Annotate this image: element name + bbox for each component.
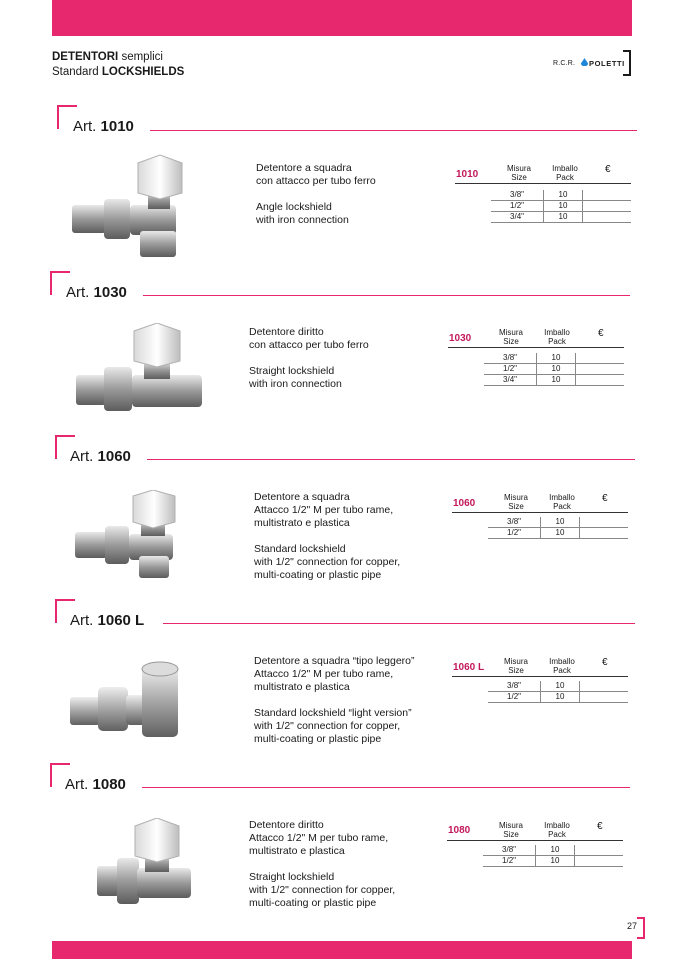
title-en-pre: Standard [52, 66, 102, 78]
table-header-rule [447, 840, 623, 841]
art-title: Art. 1010 [73, 118, 134, 135]
angle-lockshield-image [68, 153, 198, 263]
table-row: 1/2" 10 [491, 201, 631, 212]
col-price: € [597, 821, 603, 832]
brand-rcr: R.C.R. [553, 60, 576, 67]
table-row: 1/2" 10 [483, 856, 623, 867]
col-imballo-pack: Imballo Pack [549, 657, 575, 675]
table-code: 1010 [456, 169, 479, 180]
art-rule [143, 295, 630, 296]
section-art-1060 [0, 435, 678, 595]
table-row: 3/8" 10 [488, 517, 628, 528]
table-row: 3/4" 10 [484, 375, 624, 386]
straight-lockshield-copper-image [95, 818, 195, 918]
art-title: Art. 1030 [66, 284, 127, 301]
brand-name: POLETTI [589, 59, 625, 68]
col-imballo-pack: Imballo Pack [549, 493, 575, 511]
col-misura-size: Misura Size [506, 164, 531, 182]
table-header-rule [455, 183, 631, 184]
table-code: 1080 [448, 825, 471, 836]
table-row: 3/8" 10 [491, 190, 631, 201]
page-number: 27 [627, 921, 638, 931]
table-header-rule [452, 512, 628, 513]
product-description: Detentore a squadra con attacco per tubo ferro Angle lockshield with iron connection [256, 162, 376, 226]
art-rule [163, 623, 635, 624]
table-row: 3/8" 10 [488, 681, 628, 692]
table-code: 1060 [453, 498, 476, 509]
col-misura-size: Misura Size [503, 493, 528, 511]
section-art-1080 [0, 763, 678, 923]
col-price: € [602, 657, 608, 668]
brand-bracket-icon [623, 50, 631, 76]
col-misura-size: Misura Size [503, 657, 528, 675]
light-lockshield-image [70, 661, 185, 746]
product-description: Detentore diritto Attacco 1/2" M per tubo rame, multistrato e plastica Straight lockshield with 1/2" connection for copper, multi-coating or plastic pipe [249, 819, 396, 909]
table-code: 1030 [449, 333, 472, 344]
brand-logo [553, 50, 633, 76]
product-description: Detentore a squadra Attacco 1/2" M per tubo rame, multistrato e plastica Standard lockshield with 1/2" connection for copper, multi-coating or plastic pipe [254, 491, 401, 581]
col-price: € [598, 328, 604, 339]
angle-lockshield-copper-image [73, 490, 193, 580]
table-row: 1/2" 10 [484, 364, 624, 375]
art-rule [142, 787, 630, 788]
col-price: € [602, 493, 608, 504]
art-rule [150, 130, 637, 131]
table-row: 1/2" 10 [488, 528, 628, 539]
col-imballo-pack: Imballo Pack [544, 328, 570, 346]
table-row: 3/4" 10 [491, 212, 631, 223]
art-title: Art. 1060 [70, 448, 131, 465]
product-description: Detentore a squadra “tipo leggero” Attacco 1/2" M per tubo rame, multistrato e plastica Standard lockshield “light version” with 1/2" connection for copper, multi-coating or plastic pipe [254, 655, 415, 745]
section-art-1060l [0, 599, 678, 759]
water-drop-icon [581, 58, 588, 66]
product-description: Detentore diritto con attacco per tubo ferro Straight lockshield with iron connection [249, 326, 369, 390]
col-misura-size: Misura Size [498, 328, 523, 346]
col-misura-size: Misura Size [498, 821, 523, 839]
table-code: 1060 L [453, 662, 485, 673]
section-art-1010 [0, 105, 678, 265]
col-imballo-pack: Imballo Pack [544, 821, 570, 839]
page-title [52, 50, 184, 80]
top-accent-bar [52, 0, 632, 36]
col-price: € [605, 164, 611, 175]
table-row: 3/8" 10 [483, 845, 623, 856]
title-en-bold: LOCKSHIELDS [101, 66, 185, 78]
title-it-bold: DETENTORI [52, 51, 119, 63]
art-title: Art. 1080 [65, 776, 126, 793]
bottom-accent-bar [52, 941, 632, 959]
table-header-rule [448, 347, 624, 348]
table-row: 3/8" 10 [484, 353, 624, 364]
table-row: 1/2" 10 [488, 692, 628, 703]
col-imballo-pack: Imballo Pack [552, 164, 578, 182]
art-rule [147, 459, 635, 460]
section-art-1030 [0, 271, 678, 431]
page-number-bracket [637, 917, 645, 939]
table-header-rule [452, 676, 628, 677]
straight-lockshield-image [72, 323, 207, 423]
title-it-rest: semplici [118, 51, 163, 63]
art-title: Art. 1060 L [70, 612, 145, 629]
